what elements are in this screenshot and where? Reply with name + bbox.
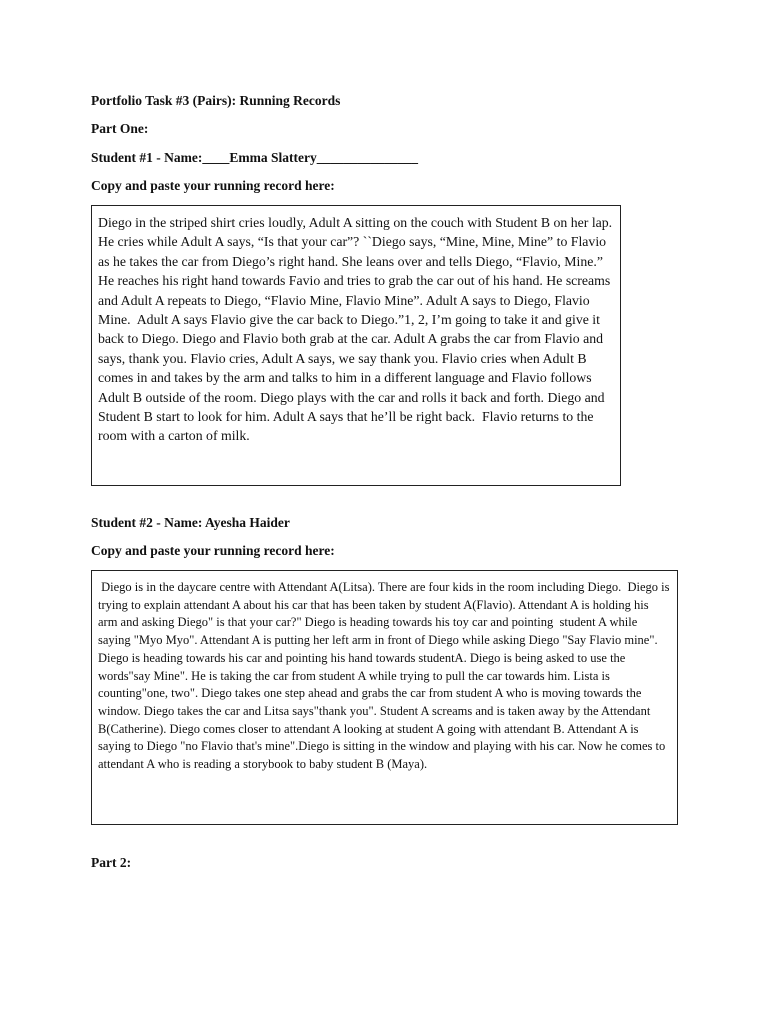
copy-prompt-2: Copy and paste your running record here: (91, 543, 335, 558)
running-record-box-1 (91, 205, 621, 486)
part-one-heading: Part One: (91, 121, 149, 136)
copy-prompt-1: Copy and paste your running record here: (91, 178, 335, 193)
running-record-box-2 (91, 570, 678, 825)
document-title: Portfolio Task #3 (Pairs): Running Records (91, 93, 341, 108)
student-2-name-line: Student #2 - Name: Ayesha Haider (91, 515, 290, 530)
part-two-heading: Part 2: (91, 855, 132, 870)
student-1-name-line: Student #1 - Name:____Emma Slattery_______________ (91, 150, 418, 165)
running-record-1-text: Diego in the striped shirt cries loudly, Adult A sitting on the couch with Student B on her lap. He cries while Adult A says, “Is that your car”? ``Diego says, “Mine, Mine, Mine” to Flavio as he takes the car from Diego’s right hand. She leans over and tells Diego, “Flavio, Mine.” He reaches his right hand towards Favio and tries to grab the car out of his hand. He screams and Adult A repeats to Diego, “Flavio Mine, Flavio Mine”. Adult A says to Diego, Flavio Mine. Adult A says Flavio give the car back to Diego.”1, 2, I’m going to take it and give it back to Diego. Diego and Flavio both grab at the car. Adult A grabs the car from Flavio and says, thank you. Flavio cries, Adult A says, we say thank you. Flavio cries when Adult B comes in and takes by the arm and talks to him in a different language and Flavio follows Adult B outside of the room. Diego plays with the car and rolls it back and forth. Diego and Student B start to look for him. Adult A says that he’ll be right back. Flavio returns to the room with a carton of milk. (98, 215, 616, 444)
running-record-2-text: Diego is in the daycare centre with Attendant A(Litsa). There are four kids in the room including Diego. Diego is trying to explain attendant A about his car that has been taken by student A(Flavio). Attendant A is holding his arm and asking Diego" is that your car?" Diego is heading towards his toy car and pointing student A while saying "Myo Myo". Attendant A is putting her left arm in front of Diego while asking Diego "Say Flavio mine". Diego is heading towards his car and pointing his hand towards studentA. Diego is being asked to use the words"say Mine". He is taking the car from student A while trying to pull the car towards him. Lista is counting"one, two". Diego takes one step ahead and grabs the car from student A who is moving towards the window. Diego takes the car and Litsa says"thank you". Student A screams and is taken away by the Attendant B(Catherine). Diego comes closer to attendant A looking at student A going with attendant B. Attendant A is saying to Diego "no Flavio that's mine".Diego is sitting in the window and playing with his car. Now he comes to attendant A who is reading a storybook to baby student B (Maya). (98, 580, 673, 772)
